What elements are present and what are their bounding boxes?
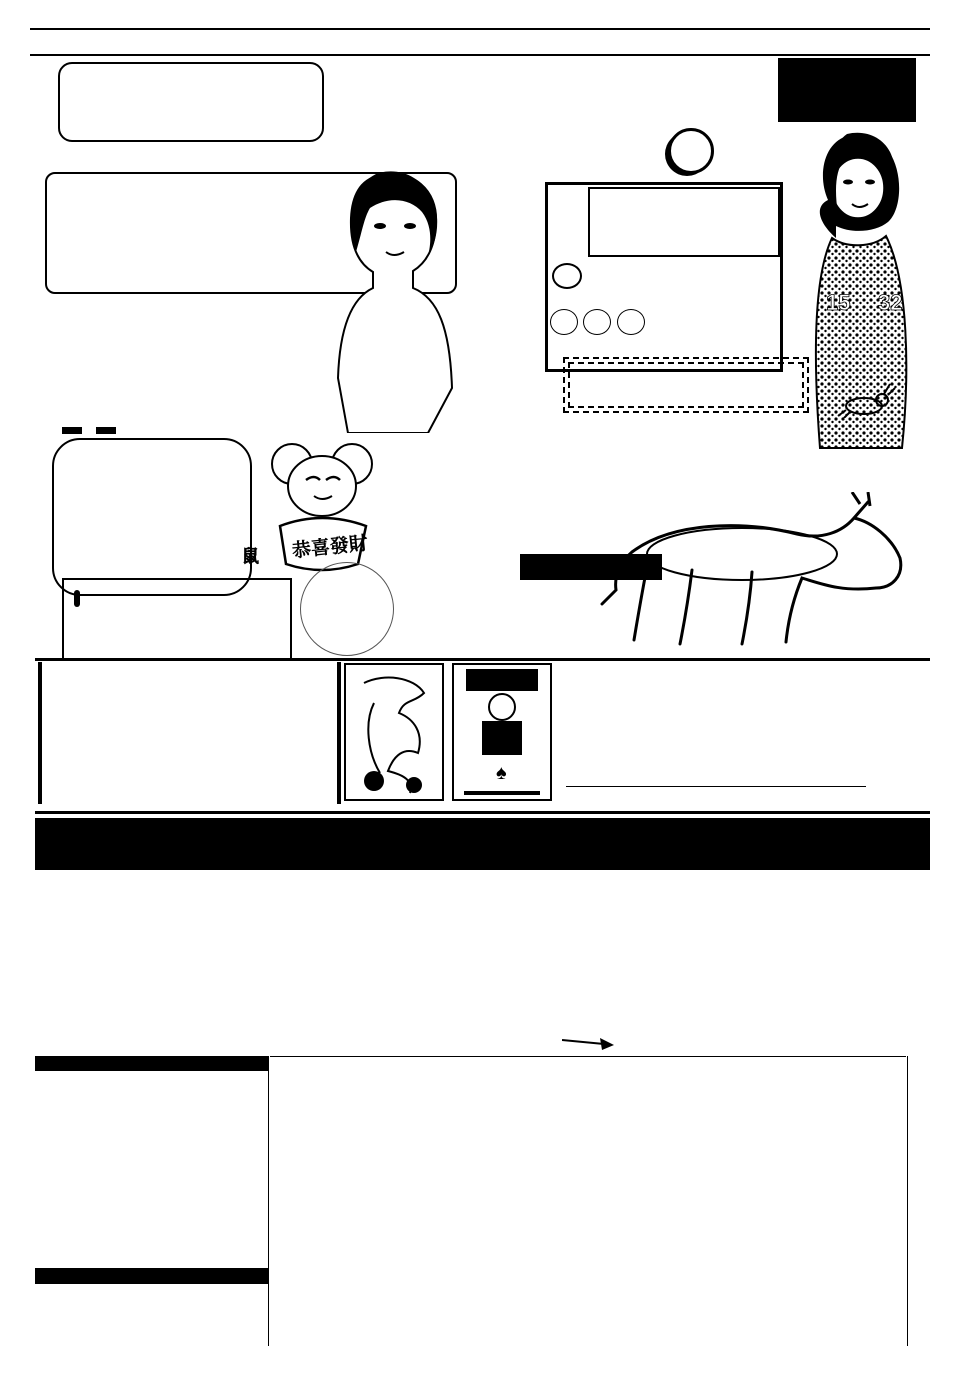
stats-header bbox=[35, 1268, 269, 1284]
secret-code bbox=[520, 554, 662, 580]
svg-text:15: 15 bbox=[826, 290, 851, 315]
tema-poem-box bbox=[62, 578, 292, 660]
zodiac-wheel bbox=[652, 828, 912, 1052]
border-top-strip bbox=[30, 28, 930, 56]
woman-photo-center bbox=[318, 168, 468, 433]
password-line bbox=[205, 300, 210, 322]
dot-matrix bbox=[270, 1072, 906, 1268]
slogan-box bbox=[58, 62, 324, 142]
tarot-card-chariot bbox=[344, 663, 444, 801]
danshu-headers bbox=[62, 374, 116, 428]
gift-poem-box bbox=[588, 187, 780, 257]
svg-text:♠: ♠ bbox=[496, 762, 507, 784]
svg-text:恭喜發財: 恭喜發財 bbox=[291, 533, 369, 563]
gift-box bbox=[545, 182, 783, 372]
issue-stamp bbox=[31, 292, 51, 308]
wang-number bbox=[552, 263, 582, 289]
results-table bbox=[37, 1072, 269, 1268]
tarot-title-box bbox=[38, 662, 341, 804]
tarot-card-strength bbox=[452, 663, 552, 801]
wang-line bbox=[552, 263, 583, 295]
svg-text:32: 32 bbox=[878, 290, 903, 315]
lucky-rat-drawing bbox=[240, 430, 400, 580]
card-fan-drawing bbox=[800, 692, 930, 788]
provide-line bbox=[402, 608, 410, 636]
matrix-header bbox=[270, 1056, 906, 1072]
rabbit-icon bbox=[832, 382, 896, 418]
border-right-strip bbox=[932, 30, 959, 1350]
svg-text:鼠: 鼠 bbox=[242, 547, 259, 566]
poem-line bbox=[195, 326, 199, 344]
tarot-body bbox=[566, 660, 820, 782]
chuandian-title-box bbox=[568, 362, 804, 408]
results-header bbox=[35, 1056, 269, 1071]
trend-arrow bbox=[562, 1030, 614, 1050]
handwritten-circle bbox=[300, 562, 394, 656]
special-ball bbox=[668, 128, 714, 174]
supply-bubble bbox=[52, 438, 252, 596]
gift-giver bbox=[554, 191, 578, 197]
tema-provide-line bbox=[550, 309, 646, 342]
border-left-strip bbox=[2, 30, 28, 1350]
